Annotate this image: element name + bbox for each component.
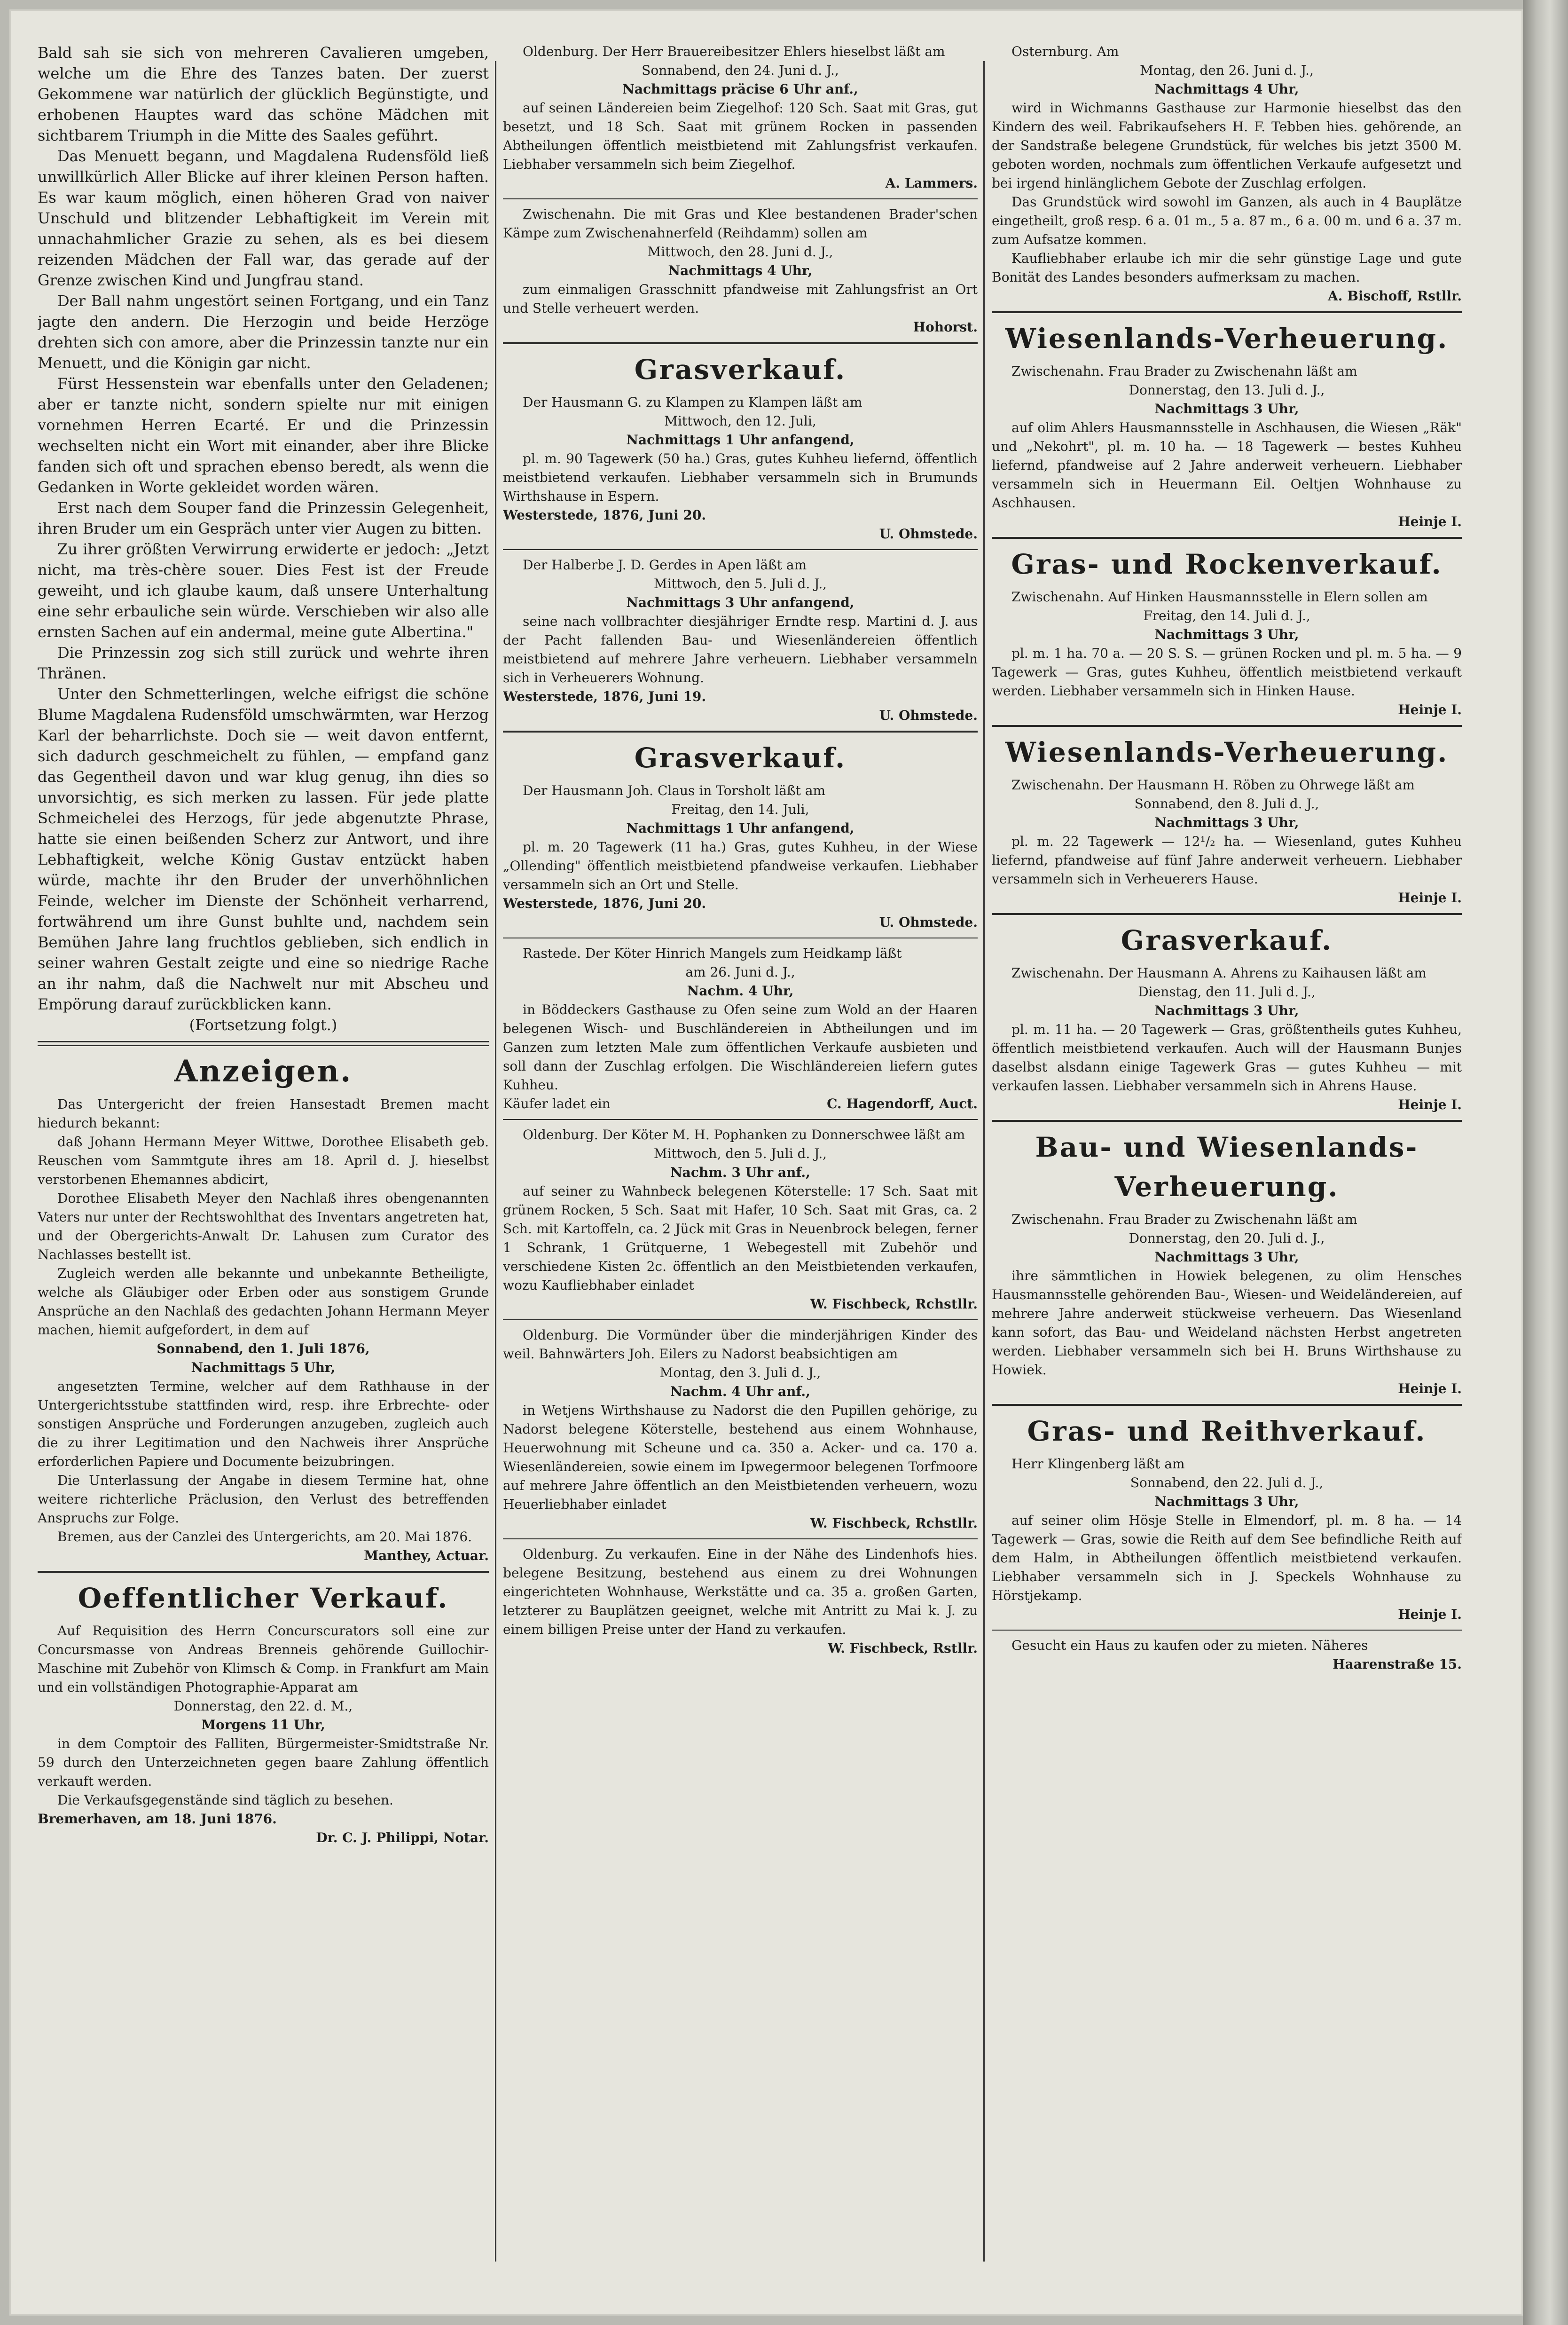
ad-divider [503, 198, 978, 199]
continued-note: (Fortsetzung folgt.) [189, 1016, 337, 1034]
ad-date: am 26. Juni d. J., [685, 964, 795, 980]
ad-text: auf seinen Ländereien beim Ziegelhof: 120 Sch. Saat mit Gras, gut besetzt, und 18 Sch. Saat mit grünem Rocken in passenden Abtheilungen öffentlich meistbietend mit Zahlungsfrist verkaufen. Liebhaber versammeln sich beim Ziegelhof. [503, 100, 978, 172]
ad-divider [992, 1404, 1462, 1406]
ad-date: Mittwoch, den 5. Juli d. J., [653, 1146, 827, 1161]
ad-intro: Oldenburg. Der Köter M. H. Pophanken zu Donnerschwee läßt am [523, 1127, 965, 1143]
ad-signature: Heinje I. [1398, 1097, 1462, 1112]
ad-text: pl. m. 11 ha. — 20 Tagewerk — Gras, größtentheils gutes Kuhheu, öffentlich meistbietend verkaufen. Auch will der Hausmann Bunjes daselbst alsdann einige Tagewerk Gras — gutes Kuhheu — mit verkaufen lassen. Liebhaber versammeln sich in Ahrens Hause. [992, 1022, 1462, 1094]
ad-signature: U. Ohmstede. [879, 526, 978, 542]
ad-intro: Oldenburg. Der Herr Brauereibesitzer Ehlers hieselbst läßt am [523, 44, 945, 59]
notice-date: Donnerstag, den 22. d. M., [173, 1698, 353, 1714]
column-divider [495, 61, 496, 2262]
ad-title: Grasverkauf. [634, 354, 847, 386]
ehlers-ad [503, 42, 978, 193]
ad-divider [992, 913, 1462, 915]
ad-title: Wiesenlands-Verheuerung. [1005, 736, 1449, 768]
ad-date: Donnerstag, den 13. Juli d. J., [1129, 382, 1325, 398]
notice-time: Nachmittags 5 Uhr, [191, 1360, 336, 1375]
klampen-grass-ad [503, 393, 978, 544]
ad-title: Grasverkauf. [1121, 924, 1333, 956]
notice-text: Die Verkaufsgegenstände sind täglich zu besehen. [57, 1792, 393, 1808]
ad-place: Westerstede, 1876, Juni 19. [503, 689, 706, 704]
ad-text: in Wetjens Wirthshause zu Nadorst die den Pupillen gehörige, zu Nadorst belegene Köterstelle, bestehend aus einem Wohnhause, Heuerwohnung mit Scheune und ca. 350 a. Acker- und ca. 170 a. Wiesenländereien, sowie einem im Ipwegermoor belegenen Torfmoore auf mehrere Jahre öffentlich an den Meistbietenden verheuern, wozu Heuerliebhaber einladet [503, 1403, 978, 1512]
page-edge [1523, 0, 1568, 2325]
ad-place: Westerstede, 1876, Juni 20. [503, 896, 706, 911]
ad-signature: C. Hagendorff, Auct. [827, 1096, 978, 1111]
ad-intro: Der Hausmann G. zu Klampen zu Klampen läßt am [523, 394, 862, 410]
notice-text: Das Untergericht der freien Hansestadt Bremen macht hiedurch bekannt: [38, 1096, 489, 1131]
ad-time: Nachmittags 1 Uhr anfangend, [626, 820, 855, 836]
ad-signature: Heinje I. [1398, 890, 1462, 906]
mangels-ad [503, 944, 978, 1113]
ad-time: Nachmittags 4 Uhr, [1154, 81, 1299, 97]
ad-time: Nachmittags 3 Uhr, [1154, 1003, 1299, 1018]
story-paragraph: Bald sah sie sich von mehreren Cavalieren umgeben, welche um die Ehre des Tanzes baten. Der zuerst Gekommene war natürlich der glücklich Begünstigte, und erhobenen Hauptes ward das schöne Mädchen mit sichtbarem Triumph in die Mitte des Saales geführt. [38, 44, 489, 144]
ad-divider [992, 1630, 1462, 1631]
story-paragraph: Erst nach dem Souper fand die Prinzessin Gelegenheit, ihren Bruder um ein Gespräch unter vier Augen zu bitten. [38, 499, 489, 537]
ad-text: pl. m. 20 Tagewerk (11 ha.) Gras, gutes Kuhheu, in der Wiese „Ollending" öffentlich meistbietend pfandweise verkaufen. Liebhaber versammeln sich an Ort und Stelle. [503, 839, 978, 892]
notice-signature: Dr. C. J. Philippi, Notar. [316, 1830, 489, 1845]
ahrens-ad [992, 964, 1462, 1114]
ad-divider [38, 1571, 489, 1573]
ad-address: Haarenstraße 15. [1333, 1656, 1462, 1672]
ad-text: pl. m. 22 Tagewerk — 12¹/₂ ha. — Wiesenland, gutes Kuhheu liefernd, pfandweise auf fünf Jahre anderweit verheuern. Liebhaber versammeln sich in Verheuerers Hause. [992, 834, 1462, 887]
notice-text: Auf Requisition des Herrn Concurscurators soll eine zur Concursmasse von Andreas Brenneis gehörende Guillochir-Maschine mit Zubehör von Klimsch & Comp. in Frankfurt am Main und ein vollständigen Photographie-Apparat am [38, 1623, 489, 1695]
ad-text: zum einmaligen Grasschnitt pfandweise mit Zahlungsfrist an Ort und Stelle verheuert werden. [503, 282, 978, 316]
ad-text: auf olim Ahlers Hausmannsstelle in Aschhausen, die Wiesen „Räk" und „Nekohrt", pl. m. 10 ha. — 18 Tagewerk — bestes Kuhheu liefernd, pfandweise auf 2 Jahre anderweit verheuern. Liebhaber versammeln sich in Heuermann Eil. Oeltjen Wohnhause zu Aschhausen. [992, 420, 1462, 511]
roeben-ad [992, 776, 1462, 907]
eilers-ad [503, 1326, 978, 1533]
ad-intro: Herr Klingenberg läßt am [1011, 1456, 1185, 1472]
ad-intro: Der Halberbe J. D. Gerdes in Apen läßt am [523, 557, 807, 573]
ad-date: Montag, den 3. Juli d. J., [659, 1365, 821, 1380]
ad-date: Dienstag, den 11. Juli d. J., [1138, 984, 1316, 1000]
ad-divider [992, 725, 1462, 727]
ad-date: Mittwoch, den 5. Juli d. J., [653, 576, 827, 591]
ad-intro: Der Hausmann Joh. Claus in Torsholt läßt am [523, 783, 826, 798]
ad-divider [992, 311, 1462, 313]
notice-place: Bremerhaven, am 18. Juni 1876. [38, 1811, 277, 1827]
column-2 [503, 42, 978, 1663]
ad-signature: Heinje I. [1398, 702, 1462, 717]
howiek-ad [992, 1210, 1462, 1398]
ad-text: pl. m. 1 ha. 70 a. — 20 S. S. — grünen Rocken und pl. m. 5 ha. — 9 Tagewerk — Gras, gutes Kuhheu, öffentlich meistbietend verkauft werden. Liebhaber versammeln sich in Hinken Hause. [992, 646, 1462, 699]
notice-text: Zugleich werden alle bekannte und unbekannte Betheiligte, welche als Gläubiger oder Erben oder aus sonstigem Grunde Ansprüche an den Nachlaß des gedachten Johann Hermann Meyer machen, hiemit aufgefordert, in dem auf [38, 1266, 489, 1338]
notice-time: Morgens 11 Uhr, [201, 1717, 325, 1733]
ad-title: Gras- und Rockenverkauf. [1011, 548, 1443, 580]
ad-date: Mittwoch, den 28. Juni d. J., [647, 244, 833, 260]
hinken-ad [992, 588, 1462, 719]
ad-date: Freitag, den 14. Juli d. J., [1143, 608, 1310, 623]
ad-text: pl. m. 90 Tagewerk (50 ha.) Gras, gutes Kuhheu liefernd, öffentlich meistbietend verkaufen. Liebhaber versammeln sich in Brumunds Wirthshause in Espern. [503, 451, 978, 504]
ad-signature: Hohorst. [913, 319, 978, 335]
ad-divider [503, 1119, 978, 1120]
ad-date: Montag, den 26. Juni d. J., [1140, 63, 1314, 78]
tebben-ad [992, 42, 1462, 306]
ad-divider [503, 1538, 978, 1539]
notice-text: in dem Comptoir des Falliten, Bürgermeister-Smidtstraße Nr. 59 durch den Unterzeichneten gegen baare Zahlung öffentlich verkauft werden. [38, 1736, 489, 1789]
story-paragraph: Fürst Hessenstein war ebenfalls unter den Geladenen; aber er tanzte nicht, sondern spielte nur mit einigen vornehmen Herren Ecarté. Er und die Prinzessin wechselten nicht ein Wort mit einander, aber ihre Blicke fanden sich oft und sprachen ebenso beredt, als wenn die Gedanken in Worte gekleidet worden wären. [38, 375, 489, 496]
brader-meadow-ad [992, 362, 1462, 531]
ad-date: Sonnabend, den 22. Juli d. J., [1130, 1475, 1324, 1490]
ad-divider [503, 731, 978, 733]
ad-time: Nachmittags präcise 6 Uhr anf., [622, 81, 858, 97]
ad-text: auf seiner zu Wahnbeck belegenen Köterstelle: 17 Sch. Saat mit grünem Rocken, 5 Sch. Saat mit Hafer, 10 Sch. Saat mit Gras, ca. 2 Sch. mit Kartoffeln, ca. 2 Jück mit Gras in Neuenbrock belegen, ferner 1 Schrank, 1 Grütquerne, 1 Webegestell mit Zubehör und verschiedene Kisten 2c. öffentlich an den Meistbietenden verkaufen, wozu Kaufliebhaber einladet [503, 1183, 978, 1293]
ad-place: Westerstede, 1876, Juni 20. [503, 507, 706, 523]
claus-grass-ad [503, 781, 978, 932]
ad-signature-row [503, 1095, 978, 1113]
ad-divider [503, 1319, 978, 1320]
ad-time: Nachmittags 3 Uhr, [1154, 1249, 1299, 1265]
story-paragraph: Das Menuett begann, und Magdalena Rudensföld ließ unwillkürlich Aller Blicke auf ihrer kleinen Person haften. Es war kaum möglich, einen höheren Grad von naiver Unschuld und blitzender Lebhaftigkeit im Verein mit unnachahmlicher Grazie zu sehen, als es bei diesem reizenden Mädchen der Fall war, das gerade auf der Grenze zwischen Kind und Jungfrau stand. [38, 147, 489, 289]
notice-date: Sonnabend, den 1. Juli 1876, [157, 1341, 370, 1356]
ad-time: Nachmittags 4 Uhr, [668, 263, 813, 278]
ad-signature: Heinje I. [1398, 1381, 1462, 1396]
serial-story [38, 42, 489, 1035]
ad-time: Nachm. 4 Uhr anf., [670, 1384, 810, 1399]
ad-date: Mittwoch, den 12. Juli, [664, 413, 816, 429]
ad-time: Nachm. 4 Uhr, [687, 983, 794, 999]
story-paragraph: Der Ball nahm ungestört seinen Fortgang, und ein Tanz jagte den andern. Die Herzogin und beide Herzöge drehten sich con amore, aber die Prinzessin tanzte nur ein Menuett, und die Königin gar nicht. [38, 292, 489, 372]
ad-title: Bau- und Wiesenlands-Verheuerung. [1035, 1131, 1419, 1203]
ad-signature: W. Fischbeck, Rchstllr. [810, 1515, 978, 1531]
ad-signature: Heinje I. [1398, 514, 1462, 529]
public-sale-notice [38, 1622, 489, 1847]
ad-divider [503, 549, 978, 550]
column-3 [992, 42, 1462, 1679]
ad-title: Gras- und Reithverkauf. [1027, 1415, 1427, 1447]
ad-time: Nachmittags 3 Uhr, [1154, 815, 1299, 830]
section-divider [38, 1041, 489, 1046]
ad-divider [992, 1120, 1462, 1122]
ad-time: Nachmittags 3 Uhr, [1154, 401, 1299, 417]
ad-text: auf seiner olim Hösje Stelle in Elmendorf, pl. m. 8 ha. — 14 Tagewerk — Gras, sowie die Reith auf dem See befindliche Reith auf dem Halm, in Abtheilungen öffentlich meistbietend verkaufen. Liebhaber versammeln sich in J. Speckels Wohnhause zu Hörstjekamp. [992, 1513, 1462, 1603]
ad-signature-lead: Käufer ladet ein [503, 1096, 611, 1111]
ad-text: Das Grundstück wird sowohl im Ganzen, als auch in 4 Bauplätze eingetheilt, groß resp. 6 a. 01 m., 5 a. 87 m., 6 a. 00 m. und 6 a. 37 m. zum Aufsatze kommen. [992, 194, 1462, 247]
ad-text: in Böddeckers Gasthause zu Ofen seine zum Wold an der Haaren belegenen Wisch- und Buschländereien in Abtheilungen und im Ganzen zum letzten Male zum öffentlichen Verkaufe ausbieten und soll dann der Zuschlag erfolgen. Die Wischländereien liefern gutes Kuhheu. [503, 1002, 978, 1093]
story-paragraph: Unter den Schmetterlingen, welche eifrigst die schöne Blume Magdalena Rudensföld umschwärmten, war Herzog Karl der beharrlichste. Doch sie — weit davon entfernt, sich dadurch geschmeichelt zu fühlen, — empfand ganz das Gegentheil davon und war klug genug, ihn dies so unvorsichtig, es sich merken zu lassen. Für jede platte Schmeichelei des Herzogs, für jede abgenutzte Phrase, hatte sie einen beißenden Scherz zur Antwort, und ihre Lebhaftigkeit, welche König Gustav entzückt haben würde, machte ihr den Bruder der unverhöhnlichen Feinde, welcher im Dienste der Schönheit verharrend, fortwährend um ihre Gunst buhlte und, nachdem sein Bemühen Jahre lang fruchtlos geblieben, sich endlich in seiner wahren Gestalt zeigte und eine so niedrige Rache an ihr nahm, daß die Nachwelt nur mit Abscheu und Empörung darauf zurückblicken kann. [38, 685, 489, 1013]
notice-signature: Manthey, Actuar. [364, 1548, 489, 1563]
ad-signature: A. Bischoff, Rstllr. [1327, 288, 1462, 304]
ad-intro: Oldenburg. Die Vormünder über die minderjährigen Kinder des weil. Bahnwärters Joh. Eilers zu Nadorst beabsichtigen am [503, 1327, 978, 1362]
ad-signature: Heinje I. [1398, 1607, 1462, 1622]
house-wanted-ad [992, 1636, 1462, 1674]
sale-ad [503, 1545, 978, 1658]
ad-intro: Rastede. Der Köter Hinrich Mangels zum Heidkamp läßt [523, 946, 902, 961]
ad-signature: U. Ohmstede. [879, 708, 978, 723]
ad-date: Donnerstag, den 20. Juli d. J., [1129, 1230, 1325, 1246]
ad-time: Nachmittags 3 Uhr, [1154, 1494, 1299, 1509]
ad-text: Oldenburg. Zu verkaufen. Eine in der Nähe des Lindenhofs hies. belegene Besitzung, bestehend aus einem zu drei Wohnungen eingerichteten Wohnhause, Werkstätte und ca. 35 a. großen Garten, letzterer zu Bauplätzen geeignet, welche mit Antritt zu Mai k. J. zu einem billigen Preise unter der Hand zu verkaufen. [503, 1546, 978, 1637]
ad-intro: Zwischenahn. Der Hausmann A. Ahrens zu Kaihausen läßt am [1011, 965, 1427, 981]
ad-signature: A. Lammers. [885, 175, 978, 191]
notice-text: Die Unterlassung der Angabe in diesem Termine hat, ohne weitere richterliche Präclusion, den Verlust des betreffenden Anspruchs zur Folge. [38, 1473, 489, 1526]
ad-text: Gesucht ein Haus zu kaufen oder zu mieten. Näheres [1011, 1638, 1368, 1653]
ad-intro: Osternburg. Am [1011, 44, 1119, 59]
notice-text: daß Johann Hermann Meyer Wittwe, Dorothee Elisabeth geb. Reuschen vom Sammtgute ihres am 18. April d. J. hieselbst verstorbenen Ehemannes abdicirt, [38, 1134, 489, 1187]
pophanken-ad [503, 1126, 978, 1314]
ad-text: Kaufliebhaber erlaube ich mir die sehr günstige Lage und gute Bonität des Landes besonders aufmerksam zu machen. [992, 251, 1462, 285]
ad-date: Freitag, den 14. Juli, [671, 802, 809, 817]
ad-intro: Zwischenahn. Der Hausmann H. Röben zu Ohrwege läßt am [1011, 777, 1415, 793]
ad-title: Grasverkauf. [634, 742, 847, 774]
ad-title: Oeffentlicher Verkauf. [78, 1582, 449, 1614]
story-paragraph: Zu ihrer größten Verwirrung erwiderte er jedoch: „Jetzt nicht, ma très-chère souer. Dies Fest ist der Freude geweiht, und ich glaube kaum, daß unsere Unterhaltung eine sehr erbauliche sein würde. Verschieben wir also alle ernsten Sachen auf ein andermal, meine gute Albertina." [38, 540, 489, 641]
ad-time: Nachm. 3 Uhr anf., [670, 1165, 810, 1180]
ad-text: ihre sämmtlichen in Howiek belegenen, zu olim Hensches Hausmannsstelle gehörenden Bau-, Wiesen- und Weideländereien, auf mehrere Jahre anderweit stückweise verheuern. Das Wiesenland kann sofort, das Bau- und Weideland nächsten Herbst angetreten werden. Liebhaber versammeln sich bei H. Bruns Wirthshause zu Howiek. [992, 1268, 1462, 1378]
ad-signature: W. Fischbeck, Rstllr. [828, 1640, 978, 1656]
ad-divider [503, 342, 978, 344]
ad-time: Nachmittags 3 Uhr, [1154, 627, 1299, 642]
column-divider [983, 61, 985, 2262]
ad-signature: U. Ohmstede. [879, 914, 978, 930]
notice-text: Dorothee Elisabeth Meyer den Nachlaß ihres obengenannten Vaters nur unter der Rechtswohlthat des Inventars angetreten hat, und der Obergerichts-Anwalt Dr. Lahusen zum Curator des Nachlasses bestellt ist. [38, 1190, 489, 1262]
ad-intro: Zwischenahn. Frau Brader zu Zwischenahn läßt am [1011, 1212, 1357, 1227]
gerdes-ad [503, 556, 978, 725]
column-1 [38, 42, 489, 1852]
ad-intro: Zwischenahn. Frau Brader zu Zwischenahn läßt am [1011, 363, 1357, 379]
ad-time: Nachmittags 3 Uhr anfangend, [626, 595, 855, 610]
ad-title: Wiesenlands-Verheuerung. [1005, 323, 1449, 355]
ad-time: Nachmittags 1 Uhr anfangend, [626, 432, 855, 448]
notice-text: angesetzten Termine, welcher auf dem Rathhause in der Untergerichtsstube stattfinden wird, resp. ihre Erbrechte- oder sonstigen Ansprüche und Forderungen anzugeben, zugleich auch die zu ihrer Legitimation und den Nachweis ihrer Ansprüche erforderlichen Papiere und Documente beizubringen. [38, 1379, 489, 1469]
ad-text: seine nach vollbrachter diesjähriger Erndte resp. Martini d. J. aus der Pacht fallenden Bau- und Wiesenländereien öffentlich meistbietend auf mehrere Jahre verheuern. Liebhaber versammeln sich in Verheuerers Wohnung. [503, 614, 978, 686]
ad-text: wird in Wichmanns Gasthause zur Harmonie hieselbst das den Kindern des weil. Fabrikaufsehers H. F. Tebben hies. gehörende, an der Sandstraße belegene Grundstück, für welches bis jetzt 3500 M. geboten worden, nochmals zum öffentlichen Verkaufe aufgesetzt und bei irgend hinlänglichem Gebote der Zuschlag erfolgen. [992, 100, 1462, 191]
ad-divider [992, 537, 1462, 539]
ad-date: Sonnabend, den 24. Juni d. J., [642, 63, 839, 78]
klingenberg-ad [992, 1455, 1462, 1624]
ads-section-title: Anzeigen. [174, 1054, 353, 1089]
notice-text: Bremen, aus der Canzlei des Untergerichts, am 20. Mai 1876. [57, 1529, 472, 1545]
ad-date: Sonnabend, den 8. Juli d. J., [1134, 796, 1319, 812]
bremen-court-notice [38, 1095, 489, 1565]
brader-graze-ad [503, 205, 978, 337]
story-paragraph: Die Prinzessin zog sich still zurück und wehrte ihren Thränen. [38, 644, 489, 682]
ad-signature: W. Fischbeck, Rchstllr. [810, 1296, 978, 1312]
ad-intro: Zwischenahn. Auf Hinken Hausmannsstelle in Elern sollen am [1011, 589, 1428, 605]
ad-intro: Zwischenahn. Die mit Gras und Klee bestandenen Brader'schen Kämpe zum Zwischenahnerfeld (Reihdamm) sollen am [503, 206, 978, 241]
